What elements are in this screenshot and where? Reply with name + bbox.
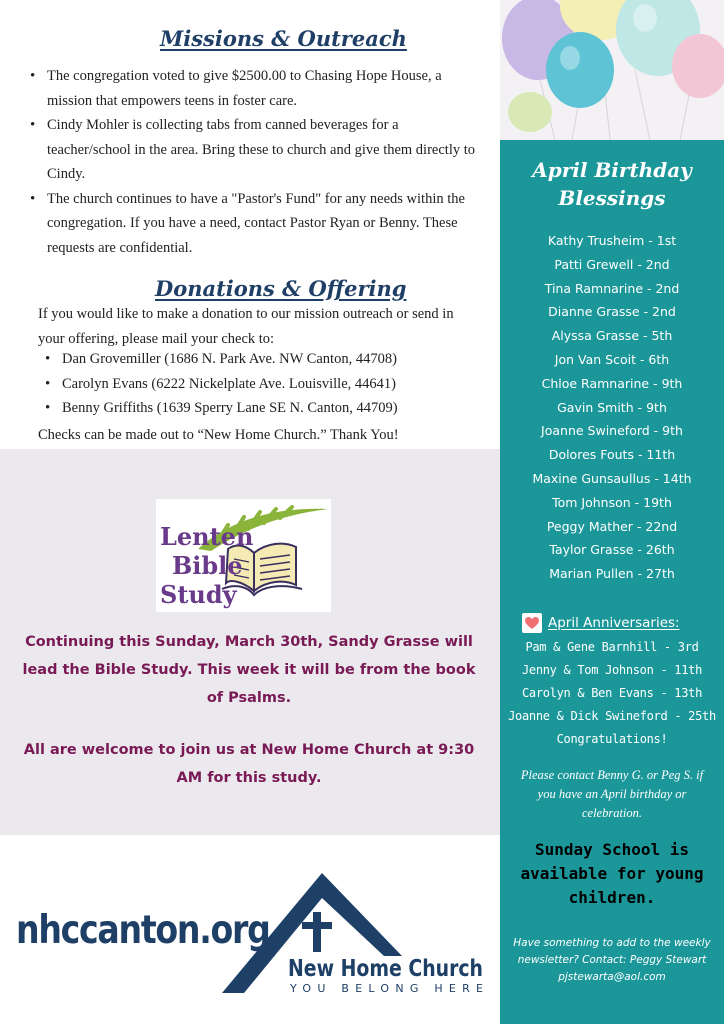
cross-icon xyxy=(313,912,321,952)
sunday-school-note: Sunday School is available for young children. xyxy=(520,840,704,907)
list-item: Gavin Smith - 9th xyxy=(557,399,667,415)
list-item: Pam & Gene Barnhill - 3rd xyxy=(525,640,699,654)
missions-list xyxy=(30,64,485,260)
list-item: Carolyn & Ben Evans - 13th xyxy=(521,686,703,700)
church-logo xyxy=(222,868,492,998)
svg-text:YOU BELONG HERE: YOU BELONG HERE xyxy=(290,982,483,995)
birthday-title: April Birthday Blessings xyxy=(532,158,692,210)
list-item: • Carolyn Evans (6222 Nickelplate Ave. Louisville, 44641) xyxy=(45,372,485,397)
svg-text:Study: Study xyxy=(160,580,237,609)
donations-title: Donations & Offering xyxy=(155,276,407,301)
anniversaries-title: April Anniversaries: xyxy=(548,615,680,631)
list-item: Chloe Ramnarine - 9th xyxy=(541,375,683,391)
list-item: • The church continues to have a "Pastor's Fund" for any needs within the congregation. If you have a need, contact Pastor Ryan or Benny. These requests are confidential. xyxy=(30,187,485,261)
list-item: • Cindy Mohler is collecting tabs from canned beverages for a teacher/school in the area. Bring these to church and give them directly to Cindy. xyxy=(30,113,485,187)
list-item: Kathy Trusheim - 1st xyxy=(547,233,677,248)
list-item: Peggy Mather - 22nd xyxy=(546,518,678,534)
list-item: Dolores Fouts - 11th xyxy=(548,447,676,463)
donations-note: Checks can be made out to “New Home Church.” Thank You! xyxy=(38,427,399,443)
svg-text:Bible: Bible xyxy=(172,551,243,580)
list-item: Congratulations! xyxy=(556,732,668,746)
lenten-bible-study-logo xyxy=(156,499,331,612)
donation-addresses xyxy=(45,347,485,421)
list-item: Jenny & Tom Johnson - 11th xyxy=(521,663,703,677)
list-item: Patti Grewell - 2nd xyxy=(554,256,670,272)
list-item: Tina Ramnarine - 2nd xyxy=(544,280,680,296)
list-item: Jon Van Scoit - 6th xyxy=(554,351,670,367)
svg-text:Lenten: Lenten xyxy=(160,522,254,551)
list-item: • The congregation voted to give $2500.00 to Chasing Hope House, a mission that empowers teens in foster care. xyxy=(30,64,485,113)
website-url[interactable]: nhccanton.org xyxy=(16,908,270,953)
list-item: Alyssa Grasse - 5th xyxy=(551,328,673,344)
list-item: • Dan Grovemiller (1686 N. Park Ave. NW Canton, 44708) xyxy=(45,347,485,372)
list-item: Taylor Grasse - 26th xyxy=(549,542,675,558)
list-item: • Benny Griffiths (1639 Sperry Lane SE N. Canton, 44709) xyxy=(45,396,485,421)
missions-title: Missions & Outreach xyxy=(160,26,407,51)
contact-note: Please contact Benny G. or Peg S. if you have an April birthday or celebration. xyxy=(520,768,704,820)
donations-intro: If you would like to make a donation to our mission outreach or send in your offering, please mail your check to: xyxy=(38,306,454,347)
bible-study-invitation: All are welcome to join us at New Home Church at 9:30 AM for this study. xyxy=(23,742,475,786)
list-item: Joanne & Dick Swineford - 25th xyxy=(508,709,716,723)
anniversaries-header xyxy=(522,612,680,634)
list-item: Marian Pullen - 27th xyxy=(549,566,675,582)
list-item: Maxine Gunsaullus - 14th xyxy=(532,470,692,486)
svg-text:New Home Church: New Home Church xyxy=(288,956,483,982)
list-item: Dianne Grasse - 2nd xyxy=(548,304,676,320)
list-item: Tom Johnson - 19th xyxy=(552,494,672,510)
anniversary-list xyxy=(500,636,724,751)
list-item: Joanne Swineford - 9th xyxy=(541,423,683,439)
heart-icon xyxy=(522,613,542,633)
sidebar xyxy=(500,0,724,1024)
newsletter-note: Have something to add to the weekly newsletter? Contact: Peggy Stewart pjstewarta@aol.com xyxy=(513,937,711,983)
birthday-list xyxy=(500,229,724,586)
bible-study-details: Continuing this Sunday, March 30th, Sandy Grasse will lead the Bible Study. This week it will be from the book of Psalms. xyxy=(22,634,476,706)
balloons-image xyxy=(500,0,724,140)
